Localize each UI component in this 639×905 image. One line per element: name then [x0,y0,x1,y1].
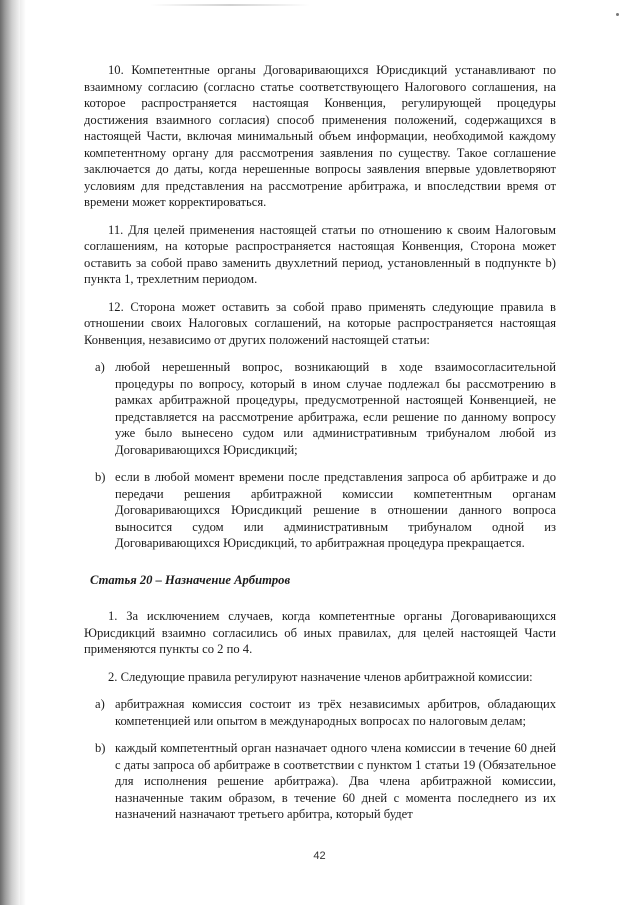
scan-edge-fade [20,0,26,905]
paragraph-12-item-b [95,469,556,552]
article-20-item-a [95,696,556,729]
item-marker: b) [95,741,106,755]
item-text: любой нерешенный вопрос, возникающий в ходе взаимосогласительной процедуры по вопросу, который в ином случае подлежал бы рассмотрению в рамках арбитражной процедуры, предусмотренной настоящей Конвенцией, не представляется на рассмотрение арбитража, если решение по данному вопросу уже было вынесено судом или административным трибуналом любой из Договаривающихся Юрисдикций; [115,360,556,457]
article-20-paragraph-1: 1. За исключением случаев, когда компетентные органы Договаривающихся Юрисдикций взаимно согласились об иных правилах, для целей настоящей Части применяются пункты со 2 по 4. [84,609,556,656]
article-20-item-b [95,740,556,823]
paragraph-12-item-a [95,359,556,458]
article-20-heading: Статья 20 – Назначение Арбитров [90,572,291,587]
paragraph-10: 10. Компетентные органы Договаривающихся Юрисдикций устанавливают по взаимному согласию (согласно статье соответствующего Налогового соглашения, на которое распространяется настоящая Конвенция, регулирующей процедуры достижения взаимного согласия) способ применения положений, содержащихся в настоящей Части, включая минимальный объем информации, необходимой каждому компетентному органу для рассмотрения заявления по существу. Такое соглашение заключается до даты, когда нерешенные вопросы заявления впервые удовлетворяют условиям для представления на рассмотрение арбитража, и впоследствии время от времени может корректироваться. [84,63,556,209]
article-20-paragraph-2: 2. Следующие правила регулируют назначение членов арбитражной комиссии: [108,669,533,684]
page-number: 42 [313,850,326,862]
document-page [84,62,556,823]
item-marker: b) [95,470,106,484]
item-marker: a) [95,360,105,374]
item-text: арбитражная комиссия состоит из трёх независимых арбитров, обладающих компетенцией или опытом в международных вопросах по налоговым делам; [115,697,556,728]
item-text: если в любой момент времени после представления запроса об арбитраже и до передачи решения арбитражной комиссии компетентным органам Договаривающихся Юрисдикций решение в отношении данного вопроса выносится судом или административным трибуналом одной из Договаривающихся Юрисдикций, то арбитражная процедура прекращается. [115,470,556,550]
scan-edge-shadow [0,0,20,905]
scan-top-mark [150,4,310,6]
paragraph-11: 11. Для целей применения настоящей статьи по отношению к своим Налоговым соглашениям, на которые распространяется настоящая Конвенция, Сторона может оставить за собой право заменить двухлетний период, установленный в подпункте b) пункта 1, трехлетним периодом. [84,222,556,286]
paragraph-12: 12. Сторона может оставить за собой право применять следующие правила в отношении своих Налоговых соглашений, на которые распространяется настоящая Конвенция, независимо от других положений настоящей статьи: [84,299,556,347]
item-marker: a) [95,697,105,711]
scan-dot [616,13,619,16]
item-text: каждый компетентный орган назначает одного члена комиссии в течение 60 дней с даты запроса об арбитраже в соответствии с пунктом 1 статьи 19 (Обязательное для исполнения решение арбитража). Два члена арбитражной комиссии, назначенные таким образом, в течение 60 дней с момента последнего из их назначений назначают третьего арбитра, который будет [115,741,556,821]
